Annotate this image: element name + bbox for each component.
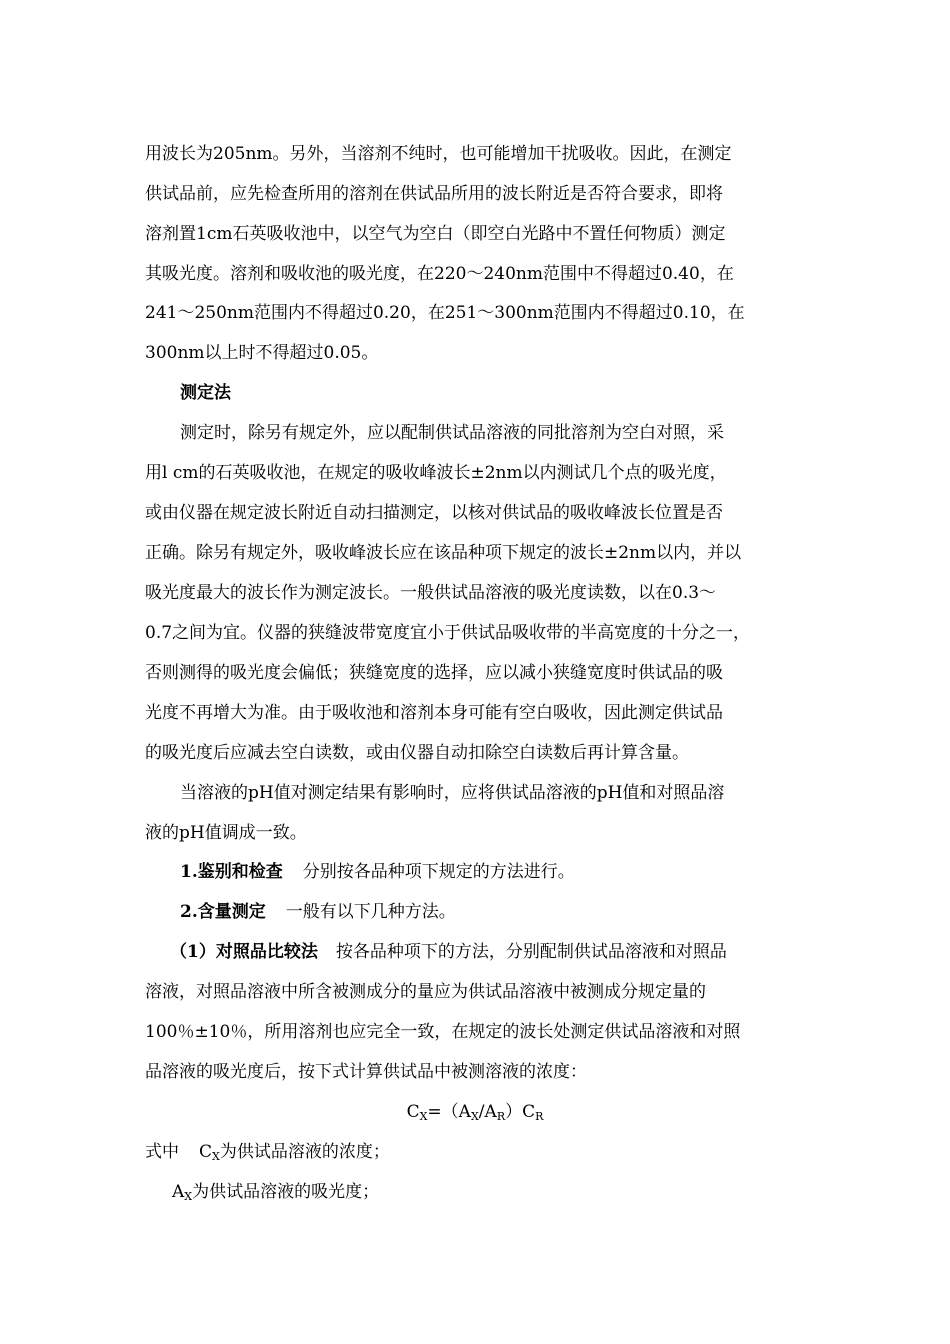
text-line: 否则测得的吸光度会偏低；狭缝宽度的选择，应以减小狭缝宽度时供试品的吸 [145, 663, 723, 683]
formula [0, 1100, 950, 1124]
formula-text: ）C [505, 1102, 536, 1122]
formula-subscript: X [470, 1110, 479, 1123]
text-line: 其吸光度。溶剂和吸收池的吸光度，在220～240nm范围中不得超过0.40，在 [145, 264, 734, 284]
where-line [172, 1180, 379, 1204]
item-label: 1.鉴别和检查 [180, 862, 283, 882]
text-line: 测定时，除另有规定外，应以配制供试品溶液的同批溶剂为空白对照，采 [180, 423, 724, 443]
where-prefix: 式中 [145, 1142, 179, 1162]
formula-text: /A [478, 1102, 497, 1122]
item-label: （1）对照品比较法 [170, 942, 318, 962]
text-line: 或由仪器在规定波长附近自动扫描测定，以核对供试品的吸收峰波长位置是否 [145, 503, 723, 523]
section-heading: 测定法 [180, 383, 231, 403]
formula-text: =（A [427, 1102, 471, 1122]
text-line: 0.7之间为宜。仪器的狭缝波带宽度宜小于供试品吸收带的半高宽度的十分之一， [145, 623, 751, 643]
item-text: 分别按各品种项下规定的方法进行。 [302, 862, 575, 882]
text-line: 100％±10％，所用溶剂也应完全一致，在规定的波长处测定供试品溶液和对照 [145, 1022, 741, 1042]
text-line: 溶剂置1cm石英吸收池中，以空气为空白（即空白光路中不置任何物质）测定 [145, 224, 726, 244]
list-item [180, 860, 575, 884]
symbol-subscript: X [212, 1150, 220, 1163]
text-line: 的吸光度后应减去空白读数，或由仪器自动扣除空白读数后再计算含量。 [145, 743, 689, 763]
definition-text: 为供试品溶液的吸光度； [192, 1182, 380, 1202]
text-line: 正确。除另有规定外，吸收峰波长应在该品种项下规定的波长±2nm以内，并以 [145, 543, 742, 563]
text-line: 光度不再增大为准。由于吸收池和溶剂本身可能有空白吸收，因此测定供试品 [145, 703, 723, 723]
text-line: 用l cm的石英吸收池，在规定的吸收峰波长±2nm以内测试几个点的吸光度， [145, 463, 727, 483]
formula-subscript: R [496, 1110, 506, 1123]
formula-subscript: R [535, 1110, 544, 1123]
where-line [145, 1140, 390, 1164]
item-label: 2.含量测定 [180, 902, 266, 922]
formula-text: C [406, 1102, 420, 1122]
formula-subscript: X [419, 1110, 428, 1123]
text-line: 液的pH值调成一致。 [145, 823, 307, 843]
list-item [180, 900, 456, 924]
text-line: 当溶液的pH值对测定结果有影响时，应将供试品溶液的pH值和对照品溶 [180, 783, 725, 803]
symbol-subscript: X [184, 1190, 193, 1203]
item-text: 一般有以下几种方法。 [285, 902, 456, 922]
symbol: C [199, 1142, 213, 1162]
text-line: 品溶液的吸光度后，按下式计算供试品中被测溶液的浓度： [145, 1062, 587, 1082]
text-line: 300nm以上时不得超过0.05。 [145, 343, 379, 363]
text-line: 吸光度最大的波长作为测定波长。一般供试品溶液的吸光度读数，以在0.3～ [145, 583, 717, 603]
text-line: 溶液，对照品溶液中所含被测成分的量应为供试品溶液中被测成分规定量的 [145, 982, 706, 1002]
item-text: 按各品种项下的方法，分别配制供试品溶液和对照品 [335, 942, 727, 962]
list-item [170, 940, 727, 964]
text-line: 用波长为205nm。另外，当溶剂不纯时，也可能增加干扰吸收。因此，在测定 [145, 144, 732, 164]
definition-text: 为供试品溶液的浓度； [219, 1142, 390, 1162]
text-line: 供试品前，应先检查所用的溶剂在供试品所用的波长附近是否符合要求，即将 [145, 184, 723, 204]
text-line: 241～250nm范围内不得超过0.20，在251～300nm范围内不得超过0.10，在 [145, 303, 745, 323]
symbol: A [172, 1182, 185, 1202]
